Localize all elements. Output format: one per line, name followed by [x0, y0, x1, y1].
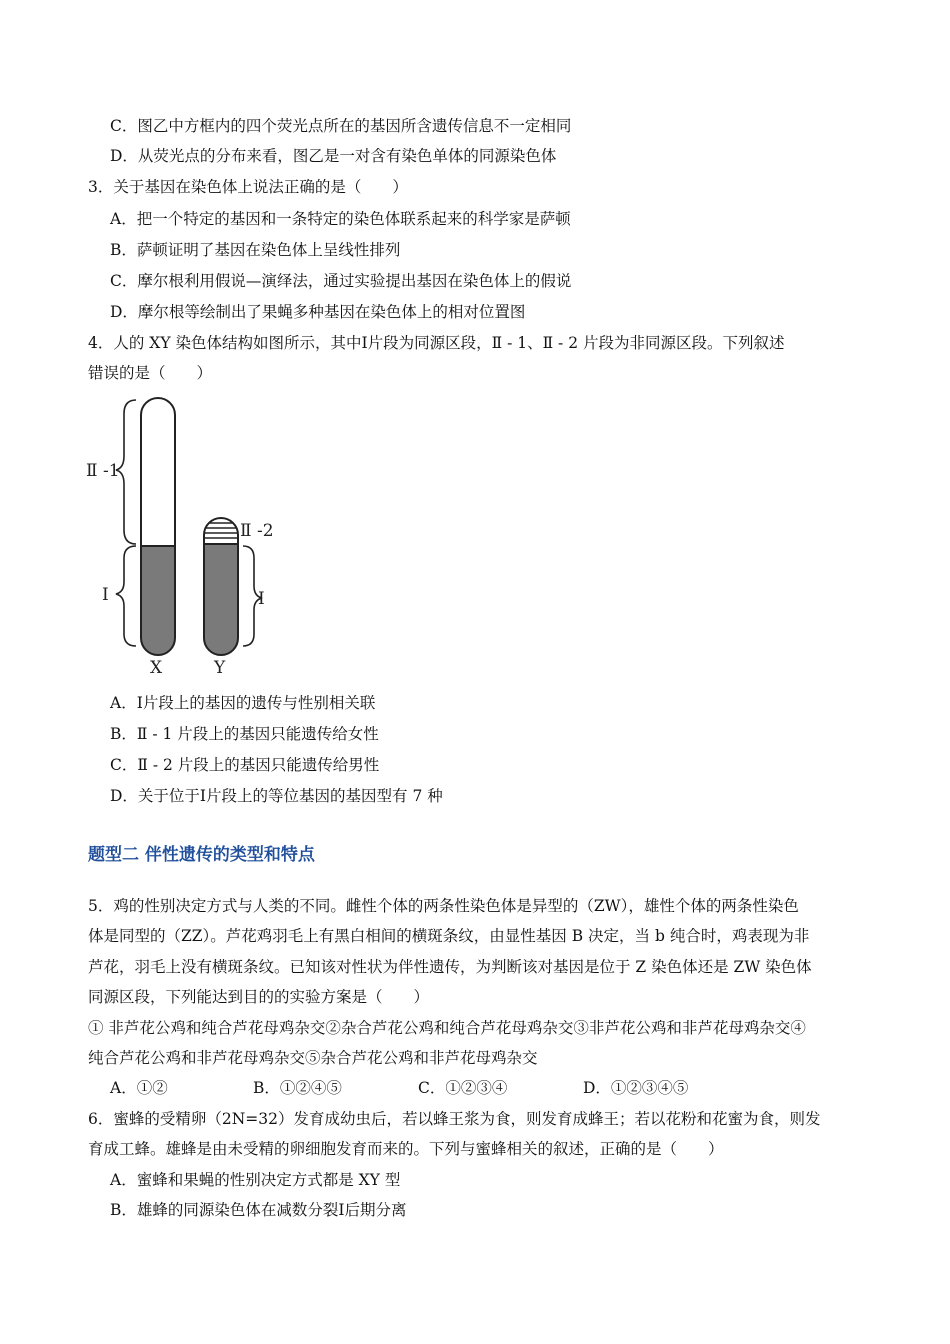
q2-option-c: C．图乙中方框内的四个荧光点所在的基因所含遗传信息不一定相同	[110, 117, 572, 135]
label-x: X	[150, 658, 163, 678]
q5-option-b: B．①②④⑤	[253, 1079, 342, 1097]
q3-option-b: B．萨顿证明了基因在染色体上呈线性排列	[110, 241, 401, 259]
label-i-right: Ⅰ	[258, 589, 265, 609]
q3-stem: 3．关于基因在染色体上说法正确的是（ ）	[88, 178, 408, 196]
q5-option-d: D．①②③④⑤	[583, 1079, 689, 1097]
label-y: Y	[214, 658, 226, 678]
q4-stem-line1: 4．人的 XY 染色体结构如图所示，其中Ⅰ片段为同源区段，Ⅱ - 1、Ⅱ - 2 片段为非同源区段。下列叙述	[88, 334, 785, 352]
x-chromosome	[141, 398, 175, 661]
q6-stem-line1: 6．蜜蜂的受精卵（2N=32）发育成幼虫后，若以蜂王浆为食，则发育成蜂王；若以花粉和花蜜为食，则发	[88, 1110, 821, 1128]
q2-option-d: D．从荧光点的分布来看，图乙是一对含有染色单体的同源染色体	[110, 147, 557, 165]
y-segment-i-fill	[204, 544, 238, 659]
q5-stem-line4: 同源区段，下列能达到目的的实验方案是（ ）	[88, 988, 430, 1006]
q6-stem-line2: 育成工蜂。雄蜂是由未受精的卵细胞发育而来的。下列与蜜蜂相关的叙述，正确的是（ ）	[88, 1140, 724, 1158]
q5-stem-line1: 5．鸡的性别决定方式与人类的不同。雌性个体的两条性染色体是异型的（ZW），雄性个体的两条性染色	[88, 897, 799, 915]
q4-option-d: D．关于位于Ⅰ片段上的等位基因的基因型有 7 种	[110, 787, 443, 805]
label-i-left: Ⅰ	[102, 585, 109, 605]
q3-option-d: D．摩尔根等绘制出了果蝇多种基因在染色体上的相对位置图	[110, 303, 526, 321]
q4-option-c: C．Ⅱ - 2 片段上的基因只能遗传给男性	[110, 756, 380, 774]
y-chromosome	[204, 518, 238, 659]
xy-chromosome-figure	[82, 394, 302, 679]
q5-schemes-line1: ① 非芦花公鸡和纯合芦花母鸡杂交②杂合芦花公鸡和纯合芦花母鸡杂交③非芦花公鸡和非芦花母鸡杂交④	[88, 1019, 806, 1037]
q5-option-c: C．①②③④	[418, 1079, 508, 1097]
q5-schemes-line2: 纯合芦花公鸡和非芦花母鸡杂交⑤杂合芦花公鸡和非芦花母鸡杂交	[88, 1049, 538, 1067]
q5-stem-line3: 芦花，羽毛上没有横斑条纹。已知该对性状为伴性遗传，为判断该对基因是位于 Z 染色体还是 ZW 染色体	[88, 958, 812, 976]
q4-stem-line2: 错误的是（ ）	[88, 364, 213, 382]
q3-option-a: A．把一个特定的基因和一条特定的染色体联系起来的科学家是萨顿	[110, 210, 571, 228]
label-ii2: Ⅱ -2	[240, 521, 274, 541]
x-segment-i-fill	[141, 546, 175, 661]
y-segment-ii2-stripes	[204, 523, 238, 538]
brace-i-left	[116, 546, 136, 646]
q6-option-a: A．蜜蜂和果蝇的性别决定方式都是 XY 型	[110, 1171, 401, 1189]
q6-option-b: B．雄蜂的同源染色体在减数分裂Ⅰ后期分离	[110, 1201, 407, 1219]
q4-option-a: A．Ⅰ片段上的基因的遗传与性别相关联	[110, 694, 376, 712]
q5-stem-line2: 体是同型的（ZZ）。芦花鸡羽毛上有黑白相间的横斑条纹，由显性基因 B 决定，当 b 纯合时，鸡表现为非	[88, 927, 810, 945]
q4-option-b: B．Ⅱ - 1 片段上的基因只能遗传给女性	[110, 725, 379, 743]
section-heading: 题型二 伴性遗传的类型和特点	[88, 845, 315, 865]
q3-option-c: C．摩尔根利用假说—演绎法，通过实验提出基因在染色体上的假说	[110, 272, 572, 290]
label-ii1: Ⅱ -1	[86, 461, 120, 481]
q5-option-a: A．①②	[110, 1079, 168, 1097]
